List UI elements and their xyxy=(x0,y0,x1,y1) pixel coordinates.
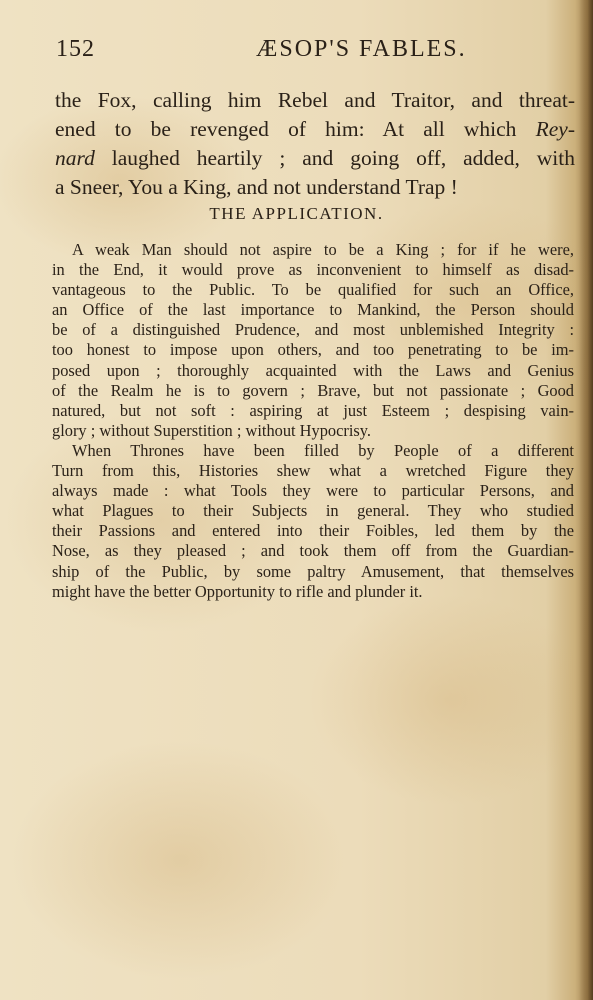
running-head xyxy=(56,36,536,72)
application-line: always made : what Tools they were to particular Persons, and xyxy=(52,481,574,501)
application-line: in the End, it would prove as inconvenient to himself as disad- xyxy=(52,260,574,280)
application-line: ship of the Public, by some paltry Amusement, that themselves xyxy=(52,561,574,581)
page-number: 152 xyxy=(56,36,95,62)
fable-line: nard laughed heartily ; and going off, added, with xyxy=(55,146,575,170)
fable-line: a Sneer, You a King, and not understand Trap ! xyxy=(55,175,458,199)
application-line: might have the better Opportunity to rifle and plunder it. xyxy=(52,581,423,601)
application-text xyxy=(52,240,574,602)
fable-line: ened to be revenged of him: At all which Rey- xyxy=(55,117,575,141)
application-line: vantageous to the Public. To be qualified for such an Office, xyxy=(52,280,574,300)
application-line: an Office of the last importance to Mankind, the Person should xyxy=(52,300,574,320)
application-line: what Plagues to their Subjects in general. They who studied xyxy=(52,501,574,521)
application-line: natured, but not soft : aspiring at just Esteem ; despising vain- xyxy=(52,400,574,420)
application-line: too honest to impose upon others, and too penetrating to be im- xyxy=(52,340,574,360)
application-line: glory ; without Superstition ; without Hypocrisy. xyxy=(52,420,372,440)
application-line: posed upon ; thoroughly acquainted with the Laws and Genius xyxy=(52,360,574,380)
application-line: be of a distinguished Prudence, and most unblemished Integrity : xyxy=(52,320,574,340)
application-line: When Thrones have been filled by People of a different xyxy=(72,440,574,460)
page-gutter-shadow xyxy=(579,0,593,1000)
fable-line: the Fox, calling him Rebel and Traitor, and threat- xyxy=(55,88,575,112)
application-line: their Passions and entered into their Foibles, led them by the xyxy=(52,521,574,541)
application-line: of the Realm he is to govern ; Brave, but not passionate ; Good xyxy=(52,380,574,400)
application-line: Nose, as they pleased ; and took them off from the Guardian- xyxy=(52,541,574,561)
running-head-title: ÆSOP'S FABLES. xyxy=(256,36,467,62)
application-heading: THE APPLICATION. xyxy=(209,204,384,223)
application-line: A weak Man should not aspire to be a King ; for if he were, xyxy=(72,240,574,259)
application-line: Turn from this, Histories shew what a wretched Figure they xyxy=(52,461,574,481)
fable-text-end xyxy=(55,86,575,202)
